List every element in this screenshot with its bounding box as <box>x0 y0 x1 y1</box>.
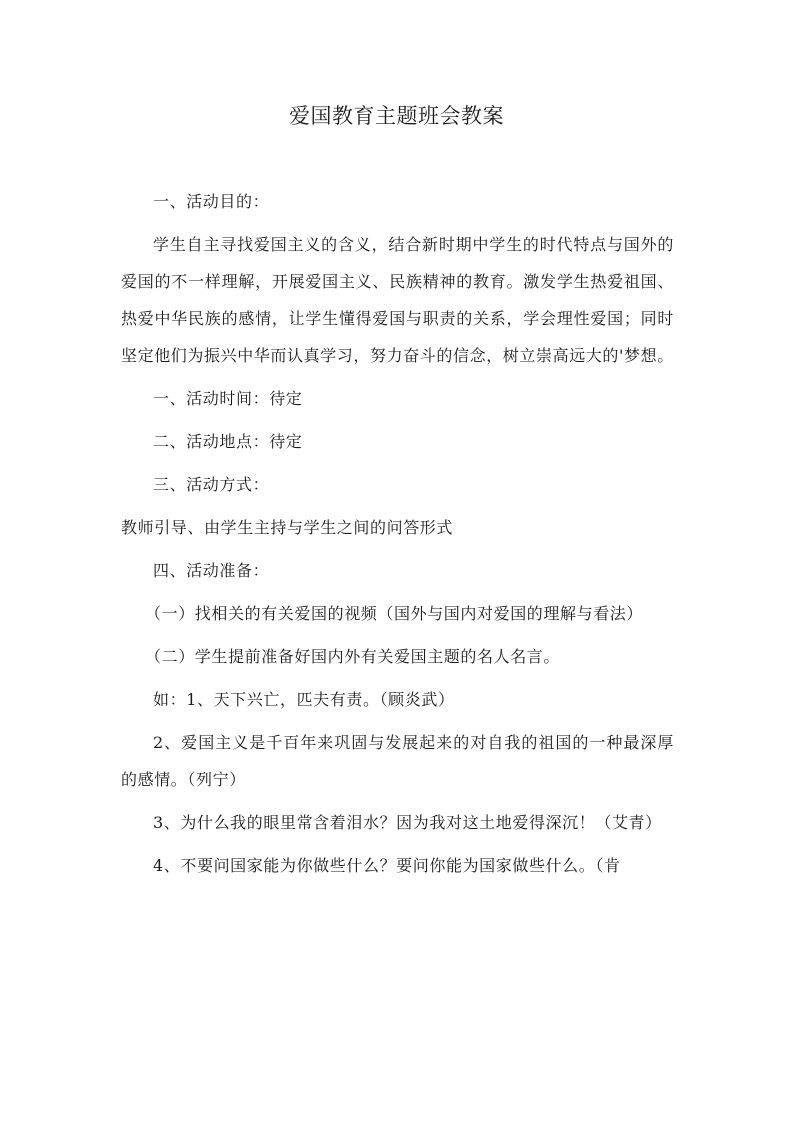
section-heading-purpose: 一、活动目的： <box>153 192 270 211</box>
document-title: 爱国教育主题班会教案 <box>289 104 504 128</box>
section-heading-time: 一、活动时间：待定 <box>153 389 303 408</box>
preparation-item-1: （一）找相关的有关爱国的视频（国外与国内对爱国的理解与看法） <box>145 604 644 623</box>
paragraph-purpose-text: 学生自主寻找爱国主义的含义，结合新时期中学生的时代特点与国外的爱国的不一样理解，开展爱国主义、民族精神的教育。激发学生热爱祖国、热爱中华民族的感情，让学生懂得爱国与职责的关系，学会理性爱国；同时坚定他们为振兴中华而认真学习，努力奋斗的信念，树立崇高远大的'梦想。 <box>121 235 674 365</box>
section-heading-preparation: 四、活动准备： <box>153 561 270 580</box>
paragraph-method-text: 教师引导、由学生主持与学生之间的问答形式 <box>121 518 454 537</box>
quote-item-1: 如：1、天下兴亡，匹夫有责。（顾炎武） <box>153 690 455 709</box>
quote-item-2: 2、爱国主义是千百年来巩固与发展起来的对自我的祖国的一种最深厚的感情。（列宁） <box>121 733 674 789</box>
preparation-item-2: （二）学生提前准备好国内外有关爱国主题的名人名言。 <box>145 647 561 666</box>
section-heading-method: 三、活动方式： <box>153 475 270 494</box>
quote-item-3: 3、为什么我的眼里常含着泪水？因为我对这土地爱得深沉！（艾青） <box>153 813 662 832</box>
section-heading-location: 二、活动地点：待定 <box>153 432 303 451</box>
quote-item-4: 4、不要问国家能为你做些什么？要问你能为国家做些什么。（肯 <box>153 856 621 875</box>
document-body <box>121 183 674 890</box>
